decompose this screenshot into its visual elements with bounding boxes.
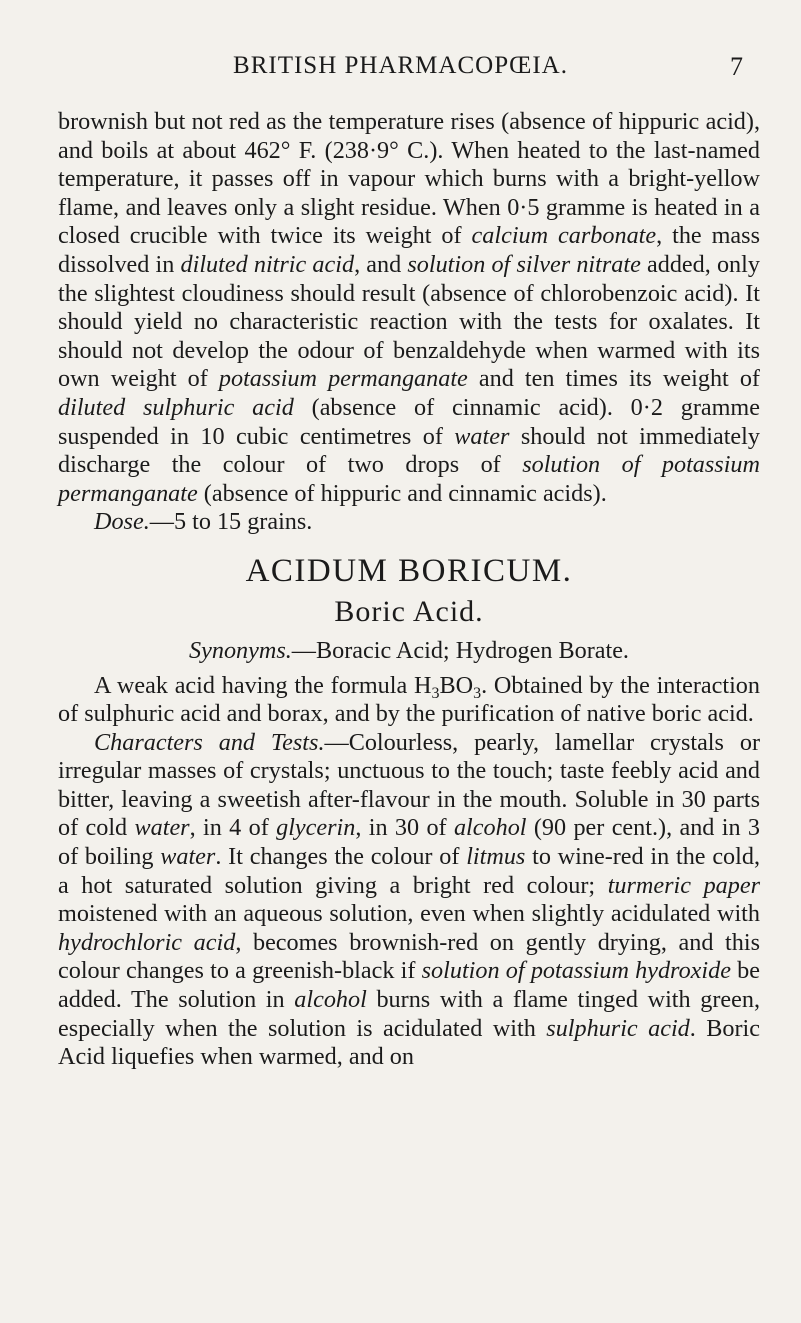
page-number: 7 <box>730 52 743 81</box>
text-run: . It changes the colour of <box>215 843 467 871</box>
text-run: be added. The solution in <box>58 957 760 1014</box>
text-run: added, only the slightest cloudiness should result (absence of chlorobenzoic acid). It should yield no characteristic reaction with the tests for oxalates. It should not develop the odour of benzaldehyde when warmed with its own weight of <box>58 250 760 393</box>
reagent-name: litmus <box>466 843 526 871</box>
reagent-name: solution of silver nitrate <box>407 250 641 278</box>
reagent-name: alcohol <box>294 986 367 1014</box>
text-run: . Boric Acid liquefies when warmed, and on <box>58 1014 761 1071</box>
reagent-name: hydrochloric acid <box>58 928 236 956</box>
text-run: —Colourless, pearly, lamellar crystals or irregular masses of crystals; unctuous to the touch; taste feebly acid and bitter, leaving a sweetish after-flavour in the mouth. Soluble in 30 parts of cold <box>58 728 760 842</box>
reagent-name: water <box>454 422 510 450</box>
text-run: to wine-red in the cold, a hot saturated solution giving a bright red colour; <box>58 843 761 899</box>
page-header <box>0 52 801 86</box>
reagent-name: water <box>134 814 190 842</box>
reagent-name: sulphuric acid <box>546 1014 690 1042</box>
text-run: , in 4 of <box>189 814 277 842</box>
text-run: BO <box>439 671 474 699</box>
text-run: , and <box>354 250 408 278</box>
text-run: burns with a flame tinged with green, especially when the solution is acidulated with <box>58 986 761 1042</box>
text-run: brownish but not red as the temperature rises (absence of hippuric acid), and boils at about 462° F. (238·9° C.). When heated to the last-named temperature, it passes off in vapour which burns with a bright-yellow flame, and leaves only a slight residue. When 0·5 gramme is heated in a closed crucible with twice its weight of <box>58 108 760 250</box>
page-body <box>58 108 760 1072</box>
dose-line <box>58 508 760 537</box>
reagent-name: solution of potassium hydroxide <box>421 957 731 985</box>
reagent-name: solution of potassium permanganate <box>58 451 760 507</box>
text-run: , the mass dissolved in <box>58 222 760 278</box>
text-run: (absence of cinnamic acid). 0·2 gramme suspended in 10 cubic centimetres of <box>58 393 760 450</box>
characters-paragraph <box>58 729 760 1072</box>
reagent-name: turmeric paper <box>607 871 760 899</box>
text-run: , in 30 of <box>355 814 454 842</box>
synonyms-text: —Boracic Acid; Hydrogen Borate. <box>291 636 629 664</box>
reagent-name: diluted sulphuric acid <box>58 393 294 421</box>
text-run: moistened with an aqueous solution, even when slightly acidulated with <box>58 900 760 928</box>
synonyms-line <box>58 637 760 666</box>
dose-label: Dose. <box>94 508 150 536</box>
monograph-english-title: Boric Acid. <box>334 594 484 628</box>
running-title: BRITISH PHARMACOPŒIA. <box>233 52 568 79</box>
reagent-name: alcohol <box>453 814 527 842</box>
characters-label: Characters and Tests. <box>94 728 325 756</box>
text-run: A weak acid having the formula H <box>94 671 432 699</box>
reagent-name: glycerin <box>276 814 356 842</box>
dose-text: —5 to 15 grains. <box>149 508 313 536</box>
synonyms-label: Synonyms. <box>189 636 292 664</box>
description-paragraph <box>58 672 760 729</box>
text-run: , becomes brownish-red on gently drying, and this colour changes to a greenish-black if <box>58 928 760 985</box>
text-run: (90 per cent.), and in 3 of boiling <box>58 814 760 871</box>
monograph-latin-title: ACIDUM BORICUM. <box>245 552 573 589</box>
text-run: . Obtained by the interaction of sulphuric acid and borax, and by the purification of native boric acid. <box>58 671 760 728</box>
formula-subscript: 3 <box>473 684 482 702</box>
reagent-name: water <box>160 843 216 871</box>
reagent-name: potassium permanganate <box>218 365 468 393</box>
continuation-paragraph <box>58 108 760 508</box>
text-run: (absence of hippuric and cinnamic acids). <box>197 479 607 507</box>
text-run: and ten times its weight of <box>467 365 760 393</box>
text-run: should not immediately discharge the colour of two drops of <box>58 422 760 479</box>
formula-subscript: 3 <box>431 684 440 702</box>
reagent-name: diluted nitric acid <box>180 250 355 278</box>
reagent-name: calcium carbonate <box>471 222 657 250</box>
